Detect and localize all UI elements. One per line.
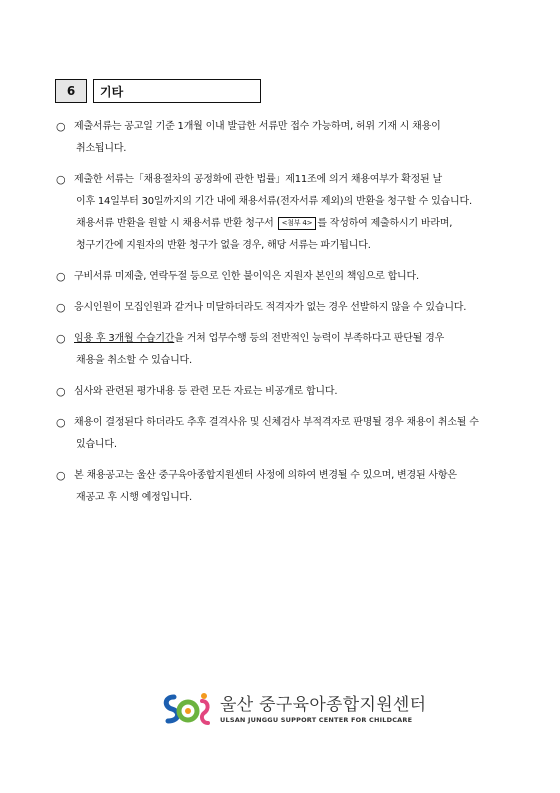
list-item (56, 266, 516, 288)
item-line: 제출한 서류는「채용절차의 공정화에 관한 법률」제11조에 의거 채용여부가 확정된 날 (74, 174, 442, 185)
list-item (56, 412, 516, 456)
bullet-icon: ○ (56, 332, 66, 345)
list-item (56, 328, 516, 372)
bullet-icon: ○ (56, 301, 66, 314)
bullet-icon: ○ (56, 416, 66, 429)
item-line: 응시인원이 모집인원과 같거나 미달하더라도 적격자가 없는 경우 선발하지 않을 수 있습니다. (74, 302, 467, 313)
item-line-part: 채용서류 반환을 원할 시 채용서류 반환 청구서 (76, 218, 274, 229)
item-line: 취소됩니다. (76, 143, 127, 154)
item-line: 구비서류 미제출, 연락두절 등으로 인한 불이익은 지원자 본인의 책임으로 합니다. (74, 271, 419, 282)
item-line-part: 을 거쳐 업무수행 등의 전반적인 능력이 부족하다고 판단될 경우 (174, 333, 445, 344)
bullet-icon: ○ (56, 120, 66, 133)
item-line: 이후 14일부터 30일까지의 기간 내에 채용서류(전자서류 제외)의 반환을 청구할 수 있습니다. (76, 196, 472, 207)
item-line: 심사와 관련된 평가내용 등 관련 모든 자료는 비공개로 합니다. (74, 386, 338, 397)
list-item (56, 465, 516, 509)
bullet-icon: ○ (56, 270, 66, 283)
item-line: 채용을 취소할 수 있습니다. (76, 355, 192, 366)
bullet-icon: ○ (56, 173, 66, 186)
list-item (56, 116, 516, 160)
footer-logo (160, 689, 426, 729)
notice-list (56, 116, 516, 518)
bullet-icon: ○ (56, 385, 66, 398)
section-title: 기타 (93, 79, 261, 103)
item-line: 청구기간에 지원자의 반환 청구가 없을 경우, 해당 서류는 파기됩니다. (76, 240, 371, 251)
item-line: 있습니다. (76, 439, 117, 450)
item-line: 재공고 후 시행 예정입니다. (76, 492, 192, 503)
item-line: 채용이 결정된다 하더라도 추후 결격사유 및 신체검사 부적격자로 판명될 경우 채용이 취소될 수 (74, 417, 479, 428)
item-line (74, 328, 444, 350)
item-line: 본 채용공고는 울산 중구육아종합지원센터 사정에 의하여 변경될 수 있으며, 변경된 사항은 (74, 470, 457, 481)
center-name-english: ULSAN JUNGGU SUPPORT CENTER FOR CHILDCARE (220, 716, 413, 724)
center-name-korean: 울산 중구육아종합지원센터 (220, 695, 427, 715)
item-line (74, 213, 472, 235)
item-line: 제출서류는 공고일 기준 1개월 이내 발급한 서류만 접수 가능하며, 허위 기재 시 채용이 (74, 121, 441, 132)
probation-period-text: 임용 후 3개월 수습기간 (74, 333, 175, 344)
section-header (55, 79, 261, 103)
list-item (56, 381, 516, 403)
attachment-badge: <첨부 4> (278, 217, 317, 230)
item-line-part: 를 작성하여 제출하시기 바라며, (317, 218, 453, 229)
list-item (56, 297, 516, 319)
childcare-center-logo-icon (160, 689, 212, 729)
section-number: 6 (55, 79, 87, 103)
list-item (56, 169, 516, 257)
bullet-icon: ○ (56, 469, 66, 482)
